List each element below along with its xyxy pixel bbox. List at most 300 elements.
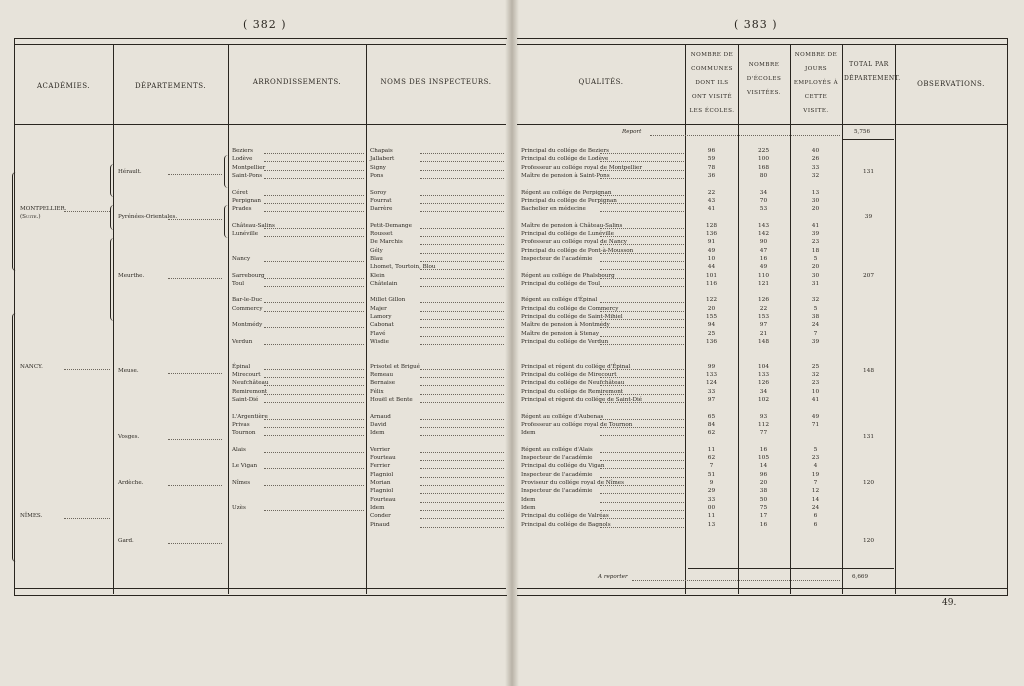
jours-cell: 49 [811,413,820,420]
dot-leader [420,319,504,320]
report-value: 5,756 [854,129,871,135]
arrondissement-cell: Toul [232,280,245,287]
jours-cell: 32 [811,172,820,179]
communes-cell: 155 [705,314,718,320]
ecoles-cell: 49 [759,264,768,271]
communes-cell: 41 [707,206,716,213]
arrondissement-cell: Montpellier [232,164,266,171]
header-communes: NOMBRE DE COMMUNES DONT ILS ONT VISITÉ LES ÉCOLES. [689,52,735,114]
report-label: Report [622,129,642,135]
arrondissement-cell: Bar-le-Duc [232,297,263,304]
qualite-cell: Inspecteur de l'académie [521,455,593,462]
jours-cell: 30 [811,272,820,279]
brace [110,205,114,230]
qualite-cell: Principal du collége de Lodève [521,156,609,163]
dot-leader [420,527,504,528]
dot-leader [600,385,684,386]
dot-leader [600,302,684,303]
dot-leader [420,228,504,229]
communes-cell: 99 [707,363,716,370]
header-total: TOTAL PAR DÉPARTEMENT. [844,61,901,82]
dot-leader [420,336,504,337]
a-reporter-value: 6,669 [852,574,869,580]
inspector-cell: Flavé [370,330,386,337]
dot-leader [600,336,684,337]
arrondissement-cell: Beziers [232,148,254,154]
dot-leader [600,394,684,395]
communes-cell: 136 [705,231,718,237]
inspector-cell: Conder [370,513,391,520]
inspector-cell: Majer [370,305,387,312]
dot-leader [420,170,504,171]
ecoles-cell: 22 [759,305,768,312]
inspector-cell: Fourteau [370,496,396,503]
qualite-cell: Bachelier en médecine [521,206,586,213]
jours-cell: 41 [811,222,820,229]
total-departement: 39 [864,214,873,221]
dot-leader [600,153,684,154]
qualite-cell: Principal du collége de Beziers [521,148,609,154]
communes-cell: 136 [705,338,718,345]
dot-leader [420,452,504,453]
departement-name: Pyrénées-Orientales. [118,214,178,221]
arrondissement-cell: Saint-Dié [232,397,259,403]
dot-leader [264,286,364,287]
dot-leader [600,244,684,245]
dot-leader [420,435,504,436]
inspector-cell: Lhomet, Tourtoin, Blou [370,264,436,271]
brace [110,164,114,197]
report-rule [843,139,894,140]
jours-cell: 10 [811,388,820,395]
qualite-cell: Idem [521,430,536,437]
jours-cell: 38 [811,314,820,320]
jours-cell: 23 [811,380,820,387]
jours-cell: 23 [811,239,820,246]
dot-leader [420,419,504,420]
qualite-cell: Inspecteur de l'académie [521,255,593,262]
dot-leader [168,373,222,374]
inspector-cell: Flagniol [370,471,394,478]
dot-leader [600,460,684,461]
ecoles-cell: 110 [757,272,770,279]
arrondissement-cell: Château-Salins [232,222,275,229]
communes-cell: 91 [707,239,716,246]
ecoles-cell: 96 [759,471,768,478]
dot-leader [264,228,364,229]
dot-leader [600,327,684,328]
total-departement: 207 [862,272,875,279]
jours-cell: 5 [813,446,818,453]
dot-leader [420,278,504,279]
communes-cell: 11 [707,446,716,453]
header-qualites: QUALITÉS. [578,78,624,86]
communes-cell: 11 [707,513,716,520]
brace [224,155,228,188]
ecoles-cell: 90 [759,239,768,246]
dot-leader [264,468,364,469]
ecoles-cell: 168 [757,164,770,171]
qualite-cell: Principal et régent du collége de Saint-Dié [521,397,643,403]
communes-cell: 49 [707,247,716,254]
inspector-cell: Ferrier [370,463,391,470]
dot-leader [600,510,684,511]
inspector-cell: Soroy [370,189,387,196]
ecoles-cell: 53 [759,206,768,213]
col-divider [842,44,843,594]
dot-leader [420,161,504,162]
qualite-cell: Régent au collége de Phalsbourg [521,272,615,279]
qualite-cell: Maître de pension à Montmédy [521,322,610,329]
dot-leader [420,477,504,478]
dot-leader [600,435,684,436]
communes-cell: 20 [707,305,716,312]
inspector-cell: De Marchis [370,239,403,246]
inspector-cell: Arnaud [370,413,391,420]
communes-cell: 62 [707,430,716,437]
dot-leader [600,253,684,254]
dot-leader [420,302,504,303]
arrondissement-cell: Épinal [232,363,251,370]
qualite-cell: Principal du collége du Vigan [521,463,605,470]
dot-leader [600,402,684,403]
header-departements: DÉPARTEMENTS. [134,82,207,90]
dot-leader [264,344,364,345]
arrondissement-cell: Remiremont [232,388,268,395]
qualite-cell: Régent au collége d'Aubenas [521,413,604,420]
arrondissement-cell: L'Argentière [232,413,268,420]
qualite-cell: Régent au collége d'Épinal [521,297,598,304]
dot-leader [600,286,684,287]
dot-leader [420,394,504,395]
ecoles-cell: 47 [759,247,768,254]
ecoles-cell: 80 [759,172,768,179]
communes-cell: 22 [707,189,716,196]
jours-cell: 31 [811,280,820,287]
jours-cell: 25 [811,363,820,370]
inspector-cell: Rousset [370,231,393,237]
ecoles-cell: 50 [759,496,768,503]
total-departement: 120 [862,480,875,486]
dot-leader [420,485,504,486]
left-table-frame [14,38,507,596]
inspector-cell: Idem [370,504,385,511]
dot-leader [420,286,504,287]
inspector-cell: Jallabert [370,156,395,163]
dot-leader [600,319,684,320]
qualite-cell: Régent au collége de Perpignan [521,189,612,196]
communes-cell: 62 [707,455,716,462]
ecoles-cell: 126 [757,297,770,304]
qualite-cell: Idem [521,504,536,511]
dot-leader [600,477,684,478]
arrondissement-cell: Uzès [232,504,246,511]
jours-cell: 24 [811,322,820,329]
dot-leader [600,195,684,196]
communes-cell: 9 [709,480,714,486]
ecoles-cell: 34 [759,388,768,395]
communes-cell: 51 [707,471,716,478]
arrondissement-cell: Neufchâteau [232,380,269,387]
ecoles-cell: 16 [759,521,768,528]
communes-cell: 25 [707,330,716,337]
ecoles-cell: 14 [759,463,768,470]
header-arrondissements: ARRONDISSEMENTS. [252,78,342,86]
jours-cell: 41 [811,397,820,403]
total-departement: 131 [862,434,875,441]
qualite-cell: Principal du collége de Commercy [521,305,619,312]
dot-leader [264,161,364,162]
jours-cell: 39 [811,338,820,345]
inspector-cell: Fourrat [370,197,392,204]
dot-leader [264,377,364,378]
dot-leader [600,452,684,453]
dot-leader [420,468,504,469]
jours-cell: 71 [811,421,820,428]
dot-leader [264,195,364,196]
communes-cell: 36 [707,172,716,179]
qualite-cell: Professeur au collége royal de Nancy [521,239,627,246]
ecoles-cell: 153 [757,314,770,320]
dot-leader [264,327,364,328]
arrondissement-cell: Alais [232,446,246,453]
dot-leader [420,502,504,503]
dot-leader [264,510,364,511]
dot-leader [600,211,684,212]
communes-cell: 122 [705,297,718,304]
academie-name: MONTPELLIER. (Suite.) [20,206,67,221]
jours-cell: 12 [811,488,820,495]
qualite-cell: Inspecteur de l'académie [521,471,593,478]
jours-cell: 23 [811,455,820,462]
dot-leader [600,278,684,279]
dot-leader [420,244,504,245]
jours-cell: 40 [811,148,820,154]
qualite-cell: Principal du collége de Bagnols [521,521,611,528]
dot-leader [420,261,504,262]
arrondissement-cell: Perpignan [232,197,261,204]
communes-cell: 13 [707,521,716,528]
communes-cell: 44 [707,264,716,271]
qualite-cell: Principal du collége de Mirecourt [521,372,617,379]
dot-leader [600,236,684,237]
dot-leader [264,369,364,370]
inspector-cell: Houël et Bente [370,397,413,403]
dot-leader [420,203,504,204]
qualite-cell: Régent au collége d'Alais [521,446,593,453]
dot-leader [600,228,684,229]
dot-leader [264,385,364,386]
qualite-cell: Principal du collége de Remiremont [521,388,624,395]
header-observations: OBSERVATIONS. [917,80,985,88]
dot-leader [600,170,684,171]
dot-leader [168,219,222,220]
col-divider [228,44,229,594]
ecoles-cell: 93 [759,413,768,420]
ecoles-cell: 16 [759,255,768,262]
ecoles-cell: 75 [759,504,768,511]
jours-cell: 19 [811,471,820,478]
qualite-cell: Idem [521,496,536,503]
communes-cell: 43 [707,197,716,204]
communes-cell: 128 [705,222,718,229]
right-bottom-rule [517,588,1007,589]
ecoles-cell: 148 [757,338,770,345]
inspector-cell: Idem [370,430,385,437]
arrondissement-cell: Saint-Pons [232,172,263,179]
dot-leader [600,419,684,420]
brace [224,205,228,238]
dot-leader [420,269,504,270]
qualite-cell: Proviseur du collége royal de Nîmes [521,480,624,486]
qualite-cell: Principal du collége de Saint-Mihiel [521,314,623,320]
dot-leader [64,369,110,370]
qualite-cell: Maître de pension à Stenay [521,330,600,337]
arrondissement-cell: Nîmes [232,480,251,486]
inspector-cell: Fourteau [370,455,396,462]
inspector-cell: Morian [370,480,391,486]
jours-cell: 14 [811,496,820,503]
jours-cell: 30 [811,197,820,204]
ecoles-cell: 21 [759,330,768,337]
jours-cell: 7 [813,480,818,486]
communes-cell: 33 [707,388,716,395]
communes-cell: 78 [707,164,716,171]
dot-leader [264,278,364,279]
arrondissement-cell: Nancy [232,255,251,262]
qualite-cell: Principal du collége de Pont-à-Mousson [521,247,634,254]
qualite-cell: Professeur au collége royal de Montpellier [521,164,643,171]
inspector-cell: Bernaise [370,380,396,387]
communes-cell: 94 [707,322,716,329]
dot-leader [420,178,504,179]
dot-leader [600,527,684,528]
dot-leader [600,178,684,179]
arrondissement-cell: Verdun [232,338,253,345]
qualite-cell: Inspecteur de l'académie [521,488,593,495]
dot-leader [600,493,684,494]
inspector-cell: Wisdie [370,338,389,345]
academie-name: NANCY. [20,363,43,370]
jours-cell: 20 [811,264,820,271]
dot-leader [420,377,504,378]
a-reporter-label: A reporter [598,574,628,580]
dot-leader [420,460,504,461]
inspector-cell: Pons [370,172,384,179]
inspector-cell: Klein [370,272,385,279]
jours-cell: 32 [811,297,820,304]
inspector-cell: Remeau [370,372,394,379]
communes-cell: 29 [707,488,716,495]
dot-leader [264,178,364,179]
dot-leader [600,369,684,370]
jours-cell: 20 [811,206,820,213]
col-divider [895,44,896,594]
inspector-cell: Cabonat [370,322,394,329]
dot-leader [264,211,364,212]
dot-leader [264,302,364,303]
dot-leader [264,394,364,395]
arrondissement-cell: Lunéville [232,231,259,237]
dot-leader [264,261,364,262]
dot-leader [420,195,504,196]
dot-leader [420,518,504,519]
communes-cell: 124 [705,380,718,387]
academie-name: NÎMES. [20,513,43,520]
folio-signature: 49. [942,598,957,608]
inspector-cell: Millet Gillon [370,297,406,304]
dot-leader [264,485,364,486]
communes-cell: 97 [707,397,716,403]
dot-leader [64,211,110,212]
a-reporter-leader [632,580,840,581]
departement-name: Vosges. [118,434,140,441]
dot-leader [264,435,364,436]
brace [12,172,16,272]
dot-leader [420,385,504,386]
brace [12,313,16,562]
ecoles-cell: 100 [757,156,770,163]
dot-leader [600,269,684,270]
departement-name: Ardèche. [118,480,144,486]
dot-leader [600,427,684,428]
total-departement: 148 [862,367,875,374]
dot-leader [600,203,684,204]
qualite-cell: Principal du collége de Toul [521,280,600,287]
inspector-cell: Signy [370,164,386,171]
dot-leader [168,278,222,279]
qualite-cell: Principal et régent du collége d'Épinal [521,363,631,370]
jours-cell: 33 [811,164,820,171]
qualite-cell: Principal du collége de Lunéville [521,231,614,237]
dot-leader [264,402,364,403]
arrondissement-cell: Céret [232,189,248,196]
jours-cell: 6 [813,521,818,528]
left-header-rule [14,124,506,125]
inspector-cell: Petit-Demange [370,222,412,229]
communes-cell: 00 [707,504,716,511]
arrondissement-cell: Sarrebourg [232,272,265,279]
jours-cell: 13 [811,189,820,196]
dot-leader [168,485,222,486]
dot-leader [420,369,504,370]
jours-cell: 32 [811,372,820,379]
inspector-cell: Darrère [370,206,393,213]
jours-cell: 5 [813,305,818,312]
page-number-left: ( 382 ) [243,18,287,31]
inspector-cell: Pinaud [370,521,390,528]
departement-name: Meurthe. [118,272,145,279]
total-departement: 131 [862,168,875,175]
ecoles-cell: 121 [757,280,770,287]
dot-leader [600,344,684,345]
ecoles-cell: 20 [759,480,768,486]
dot-leader [600,161,684,162]
a-reporter-rule [688,568,894,569]
dot-leader [600,377,684,378]
inspector-cell: Blau [370,255,383,262]
inspector-cell: Prisotel et Brigué [370,363,420,370]
dot-leader [420,493,504,494]
dot-leader [168,543,222,544]
qualite-cell: Principal du collége de Neufchâteau [521,380,625,387]
dot-leader [420,402,504,403]
ecoles-cell: 17 [759,513,768,520]
departement-name: Gard. [118,538,134,545]
departement-name: Meuse. [118,367,139,374]
arrondissement-cell: Commercy [232,305,263,312]
dot-leader [264,153,364,154]
